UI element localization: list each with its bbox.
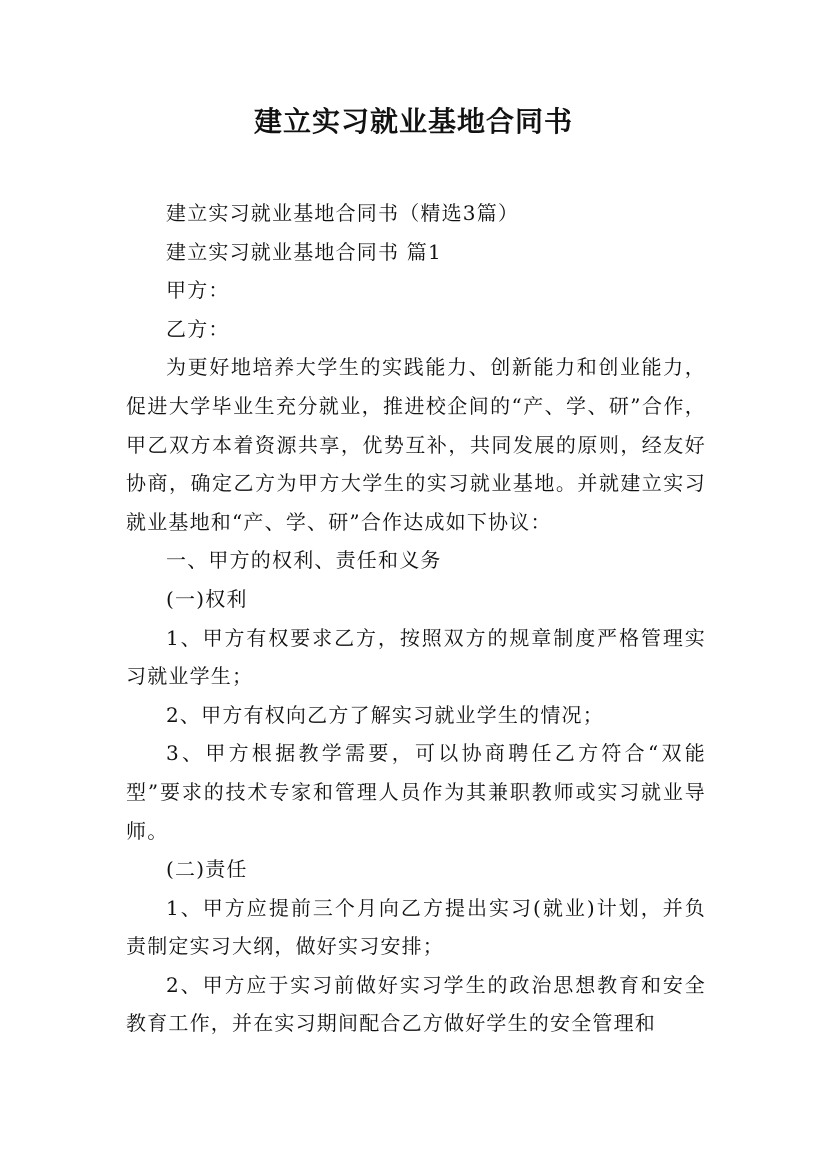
paragraph-clause: 2、甲方应于实习前做好实习学生的政治思想教育和安全教育工作，并在实习期间配合乙方做好学生的安全管理和: [126, 972, 706, 1036]
paragraph-heading-1: 一、甲方的权利、责任和义务: [166, 548, 442, 573]
paragraph-party-b: 乙方：: [166, 316, 230, 341]
paragraph-clause: 1、甲方有权要求乙方，按照双方的规章制度严格管理实习就业学生；: [126, 625, 706, 689]
paragraph-subtitle: 建立实习就业基地合同书（精选3篇）: [166, 201, 520, 225]
paragraph-clause: 3、甲方根据教学需要，可以协商聘任乙方符合“双能型”要求的技术专家和管理人员作为其兼职教师或实习就业导师。: [126, 741, 706, 843]
paragraph-subheading-rights: (一)权利: [166, 586, 248, 611]
paragraph-subheading-duties: (二)责任: [166, 857, 248, 882]
document-title: 建立实习就业基地合同书: [253, 105, 573, 138]
paragraph-clause: 1、甲方应提前三个月向乙方提出实习(就业)计划，并负责制定实习大纲，做好实习安排；: [126, 895, 706, 959]
document-body: [126, 194, 706, 1043]
paragraph-preamble: 为更好地培养大学生的实践能力、创新能力和创业能力，促进大学毕业生充分就业，推进校企间的“产、学、研”合作，甲乙双方本着资源共享，优势互补，共同发展的原则，经友好协商，确定乙方为甲方大学生的实习就业基地。并就建立实习就业基地和“产、学、研”合作达成如下协议：: [126, 355, 706, 534]
paragraph-clause: 2、甲方有权向乙方了解实习就业学生的情况；: [166, 702, 604, 727]
paragraph-party-a: 甲方：: [166, 278, 230, 303]
paragraph-section-heading: 建立实习就业基地合同书 篇1: [166, 239, 442, 264]
